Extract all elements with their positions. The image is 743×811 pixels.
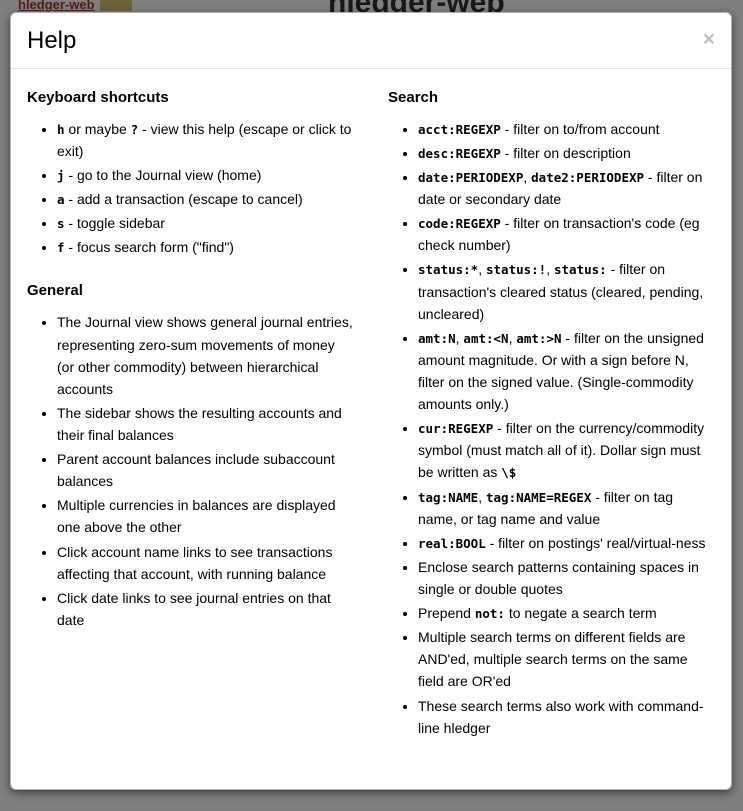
list-item: • j - go to the Journal view (home) <box>57 164 354 186</box>
search-list <box>388 118 715 739</box>
modal-header <box>11 13 731 69</box>
list-item: • a - add a transaction (escape to cancel) <box>57 188 354 210</box>
code-term: real:BOOL <box>418 535 486 551</box>
code-term: date2:PERIODEXP <box>531 170 645 186</box>
list-item: • amt:N, amt:<N, amt:>N - filter on the unsigned amount magnitude. Or with a sign before N, filter on the signed value. (Single-commodity amounts only.) <box>418 327 715 415</box>
section-heading-keyboard-shortcuts: Keyboard shortcuts <box>27 88 169 106</box>
list-item: • tag:NAME, tag:NAME=REGEX - filter on tag name, or tag name and value <box>418 486 715 530</box>
code-term: status: <box>554 262 607 278</box>
code-term: f <box>57 240 65 256</box>
code-term: status:! <box>486 262 547 278</box>
code-term: amt:<N <box>463 330 509 346</box>
code-term: acct:REGEXP <box>418 121 501 137</box>
code-term: date:PERIODEXP <box>418 170 524 186</box>
code-term: status:* <box>418 262 479 278</box>
code-term: s <box>57 216 65 232</box>
code-term: code:REGEXP <box>418 216 501 232</box>
list-item: • status:*, status:!, status: - filter on transaction's cleared status (cleared, pending, uncleared) <box>418 258 715 324</box>
code-term: ? <box>130 121 139 137</box>
right-column <box>388 85 715 741</box>
list-item: • Prepend not: to negate a search term <box>418 602 715 624</box>
list-item: • These search terms also work with command-line hledger <box>418 695 715 739</box>
list-item: • s - toggle sidebar <box>57 212 354 234</box>
list-item: • date:PERIODEXP, date2:PERIODEXP - filter on date or secondary date <box>418 166 715 210</box>
list-item: • h or maybe ? - view this help (escape or click to exit) <box>57 118 354 162</box>
code-term: not: <box>474 606 505 622</box>
list-item: • The Journal view shows general journal entries, representing zero-sum movements of money (or other commodity) between hierarchical accounts <box>57 311 354 399</box>
code-term: amt:>N <box>516 330 562 346</box>
code-term: desc:REGEXP <box>418 145 501 161</box>
code-term: a <box>57 192 65 208</box>
list-item: • f - focus search form ("find") <box>57 236 354 258</box>
list-item: • Multiple currencies in balances are displayed one above the other <box>57 494 354 538</box>
modal-body <box>11 69 731 751</box>
help-modal <box>10 12 732 790</box>
close-icon[interactable]: × <box>702 28 715 51</box>
list-item: • Click account name links to see transactions affecting that account, with running balance <box>57 541 354 585</box>
general-list <box>27 311 354 631</box>
code-term: h <box>57 121 65 137</box>
keyboard-shortcuts-list <box>27 118 354 259</box>
code-term: amt:N <box>418 330 456 346</box>
code-term: tag:NAME=REGEX <box>486 489 592 505</box>
modal-title: Help <box>27 27 77 54</box>
section-heading-general: General <box>27 282 83 300</box>
list-item: • acct:REGEXP - filter on to/from account <box>418 118 715 140</box>
list-item: • The sidebar shows the resulting accounts and their final balances <box>57 402 354 446</box>
list-item: • cur:REGEXP - filter on the currency/commodity symbol (must match all of it). Dollar sign must be written as \$ <box>418 417 715 483</box>
section-heading-search: Search <box>388 88 439 106</box>
list-item: • desc:REGEXP - filter on description <box>418 142 715 164</box>
left-column <box>27 85 354 741</box>
code-term: j <box>57 168 65 184</box>
code-term: tag:NAME <box>418 489 479 505</box>
list-item: • code:REGEXP - filter on transaction's code (eg check number) <box>418 212 715 256</box>
list-item: • real:BOOL - filter on postings' real/virtual-ness <box>418 532 715 554</box>
list-item: • Parent account balances include subaccount balances <box>57 448 354 492</box>
code-term: \$ <box>501 465 517 481</box>
list-item: • Click date links to see journal entries on that date <box>57 587 354 631</box>
code-term: cur:REGEXP <box>418 421 494 437</box>
list-item: • Multiple search terms on different fields are AND'ed, multiple search terms on the same field are OR'ed <box>418 626 715 692</box>
list-item: • Enclose search patterns containing spaces in single or double quotes <box>418 556 715 600</box>
